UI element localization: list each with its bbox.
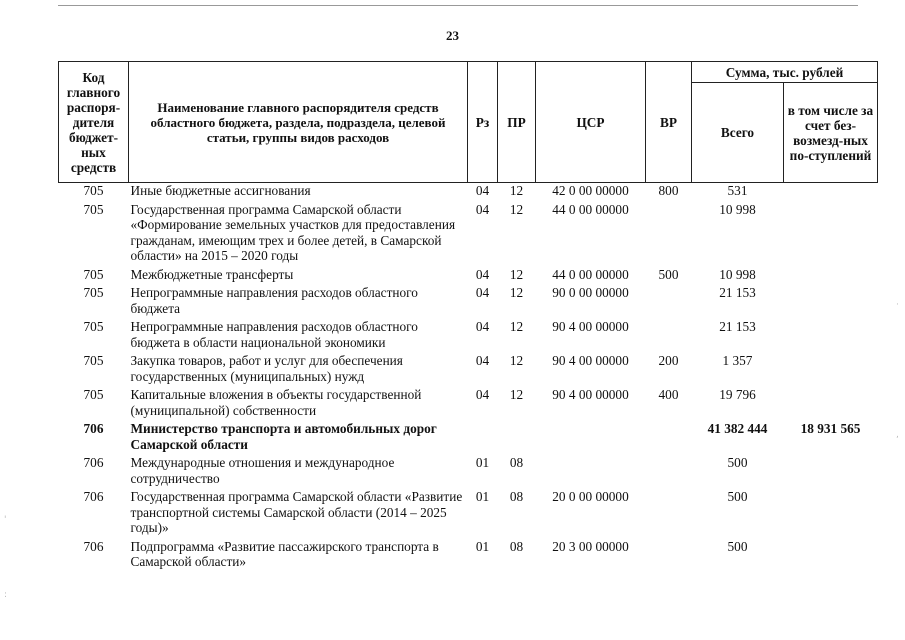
cell-sum-total: 1 357 <box>722 353 753 368</box>
cell-rz: 04 <box>475 266 490 282</box>
cell-csr: 20 0 00 00000 <box>552 489 629 504</box>
cell-name: Министерство транспорта и автомобильных дорог Самарской области <box>130 421 437 452</box>
header-incl: в том числе за счет без-возмезд-ных по-ступлений <box>784 83 878 183</box>
cell-kod: 705 <box>83 183 104 198</box>
cell-vr <box>646 202 692 267</box>
cell-rz: 04 <box>475 201 490 217</box>
cell-kod: 705 <box>83 319 104 334</box>
cell-sum-grants: 18 931 565 <box>800 421 861 436</box>
cell-vr <box>646 421 692 455</box>
cell-pr: 12 <box>509 266 524 282</box>
cell-kod: 706 <box>83 421 104 436</box>
cell-sum-grants <box>784 539 878 573</box>
top-rule <box>58 5 858 6</box>
page-number: 23 <box>446 28 459 43</box>
cell-name: Непрограммные направления расходов областного бюджета в области национальной экономики <box>130 319 418 350</box>
cell-kod: 705 <box>83 285 104 300</box>
margin-mark: : <box>4 590 8 600</box>
cell-sum-grants <box>784 387 878 421</box>
table-row <box>59 202 878 267</box>
cell-pr <box>498 421 536 455</box>
cell-pr: 12 <box>509 285 524 300</box>
cell-csr: 90 4 00 00000 <box>552 319 629 334</box>
cell-name: Государственная программа Самарской области «Развитие транспортной системы Самарской области (2014 – 2025 годы)» <box>130 489 463 535</box>
cell-rz: 04 <box>475 285 490 300</box>
cell-csr <box>536 421 646 455</box>
header-vr: ВР <box>646 62 692 183</box>
cell-rz: 01 <box>475 489 490 504</box>
table-row <box>59 489 878 539</box>
header-rz: Рз <box>468 62 498 183</box>
cell-pr: 12 <box>509 387 524 402</box>
cell-vr <box>646 285 692 319</box>
cell-name: Закупка товаров, работ и услуг для обеспечения государственных (муниципальных) нужд <box>130 353 403 384</box>
table-row <box>59 267 878 286</box>
cell-pr: 08 <box>509 489 524 504</box>
cell-pr: 12 <box>509 201 524 217</box>
cell-sum-grants <box>784 183 878 202</box>
header-name: Наименование главного распорядителя средств областного бюджета, раздела, подраздела, целевой статьи, группы видов расходов <box>129 62 468 183</box>
header-sum-group: Сумма, тыс. рублей <box>692 62 878 83</box>
cell-pr: 08 <box>509 538 524 554</box>
margin-mark: ' <box>4 515 7 525</box>
cell-pr: 12 <box>509 353 524 368</box>
cell-kod: 705 <box>83 266 104 282</box>
header-kod: Код главного распоря-дителя бюджет-ных средств <box>59 62 129 183</box>
table-body <box>59 183 878 573</box>
cell-vr: 200 <box>658 353 679 368</box>
cell-sum-grants <box>784 455 878 489</box>
cell-rz <box>468 421 498 455</box>
table-row <box>59 285 878 319</box>
cell-csr: 44 0 00 00000 <box>552 201 629 217</box>
cell-vr <box>646 455 692 489</box>
table-row <box>59 539 878 573</box>
cell-csr: 44 0 00 00000 <box>552 266 629 282</box>
cell-pr: 12 <box>509 319 524 334</box>
cell-kod: 706 <box>83 489 104 504</box>
cell-vr <box>646 319 692 353</box>
cell-sum-total: 531 <box>727 183 748 198</box>
cell-csr: 90 4 00 00000 <box>552 387 629 402</box>
table-header <box>59 62 878 183</box>
header-csr: ЦСР <box>536 62 646 183</box>
header-total: Всего <box>692 83 784 183</box>
margin-mark: · <box>896 300 899 310</box>
table-row <box>59 455 878 489</box>
margin-mark: , <box>896 430 899 440</box>
cell-kod: 705 <box>83 387 104 402</box>
cell-sum-total: 500 <box>727 538 748 554</box>
cell-vr: 400 <box>658 387 679 402</box>
cell-sum-total: 19 796 <box>719 387 756 402</box>
cell-kod: 705 <box>83 201 104 217</box>
cell-pr: 12 <box>509 183 524 198</box>
cell-kod: 706 <box>83 538 104 554</box>
cell-sum-total: 500 <box>727 489 748 504</box>
cell-sum-grants <box>784 353 878 387</box>
table-row <box>59 421 878 455</box>
cell-rz: 01 <box>475 455 490 470</box>
cell-sum-grants <box>784 319 878 353</box>
cell-sum-total: 500 <box>727 455 748 470</box>
cell-vr: 500 <box>658 266 679 282</box>
cell-sum-grants <box>784 267 878 286</box>
cell-rz: 04 <box>475 183 490 198</box>
cell-name: Межбюджетные трансферты <box>130 266 294 282</box>
cell-kod: 705 <box>83 353 104 368</box>
cell-name: Капитальные вложения в объекты государственной (муниципальной) собственности <box>130 387 422 418</box>
cell-rz: 04 <box>475 319 490 334</box>
cell-sum-total: 21 153 <box>719 319 756 334</box>
cell-name: Международные отношения и международное сотрудничество <box>130 455 395 486</box>
header-pr: ПР <box>498 62 536 183</box>
cell-sum-total: 21 153 <box>719 285 756 300</box>
cell-kod: 706 <box>83 455 104 470</box>
budget-table <box>58 61 878 573</box>
table-row <box>59 319 878 353</box>
cell-name: Государственная программа Самарской области «Формирование земельных участков для предоставления гражданам, имеющим трех и более детей, в Самарской области» на 2015 – 2020 годы <box>130 201 456 263</box>
table-row <box>59 353 878 387</box>
cell-sum-grants <box>784 489 878 539</box>
cell-sum-total: 41 382 444 <box>707 421 768 436</box>
cell-sum-total: 10 998 <box>719 201 756 217</box>
cell-sum-grants <box>784 202 878 267</box>
cell-csr: 42 0 00 00000 <box>552 183 629 198</box>
cell-csr <box>536 455 646 489</box>
cell-csr: 20 3 00 00000 <box>552 538 629 554</box>
cell-sum-total: 10 998 <box>719 266 756 282</box>
cell-name: Подпрограмма «Развитие пассажирского транспорта в Самарской области» <box>130 538 439 569</box>
cell-sum-grants <box>784 285 878 319</box>
cell-vr <box>646 489 692 539</box>
cell-rz: 04 <box>475 387 490 402</box>
cell-name: Непрограммные направления расходов областного бюджета <box>130 285 418 316</box>
table-row <box>59 183 878 202</box>
cell-rz: 01 <box>475 538 490 554</box>
cell-pr: 08 <box>509 455 524 470</box>
cell-vr: 800 <box>658 183 679 198</box>
cell-csr: 90 4 00 00000 <box>552 353 629 368</box>
cell-csr: 90 0 00 00000 <box>552 285 629 300</box>
cell-name: Иные бюджетные ассигнования <box>130 183 311 198</box>
cell-rz: 04 <box>475 353 490 368</box>
cell-vr <box>646 539 692 573</box>
table-row <box>59 387 878 421</box>
